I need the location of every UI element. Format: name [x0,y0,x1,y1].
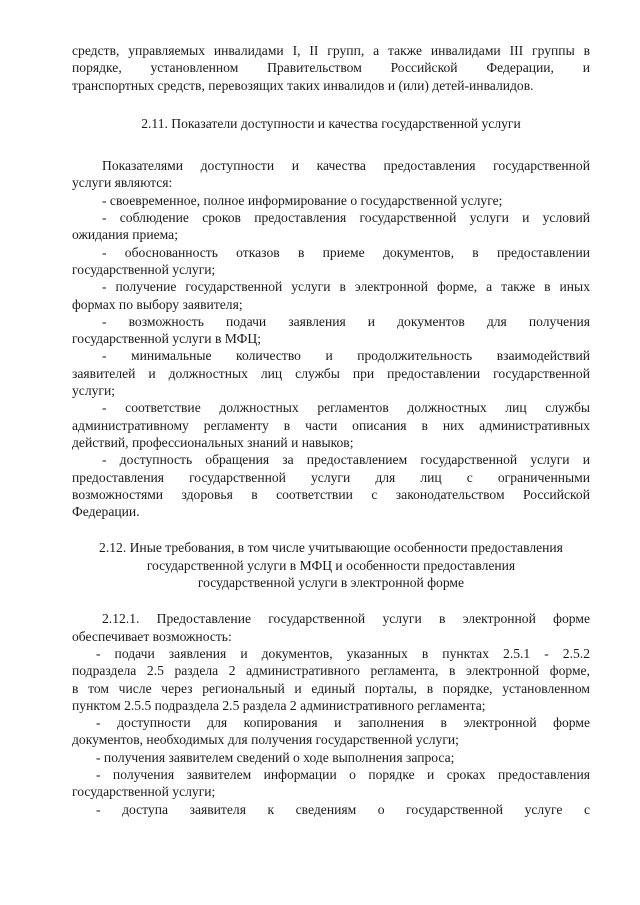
text-line: возможностями здоровья в соответствии с законодательством Российской [72,486,590,502]
text-line: Федерации. [72,504,140,520]
heading-line: 2.12. Иные требования, в том числе учитывающие особенности предоставления [99,540,563,556]
list-item: - подачи заявления и документов, указанных в пунктах 2.5.1 - 2.5.2 [96,645,590,661]
text-line: транспортных средств, перевозящих таких инвалидов и (или) детей-инвалидов. [72,77,534,93]
list-item: - возможность подачи заявления и документов для получения [102,313,590,329]
intro-paragraph [72,42,590,94]
text-line: заявителей и должностных лиц службы при предоставлении государственной [72,365,590,381]
text-line: государственной услуги; [72,261,216,277]
list-item: - доступность обращения за предоставлением государственной услуги и [102,452,590,468]
list-item: - получения заявителем информации о порядке и сроках предоставления [96,766,590,782]
list-item: - соблюдение сроков предоставления государственной услуги и условий [102,210,590,226]
text-line: пунктом 2.5.5 подраздела 2.5 раздела 2 административного регламента; [72,697,486,713]
text-line: обеспечивает возможность: [72,628,232,644]
text-line: услуги; [72,383,116,399]
list-item: - доступности для копирования и заполнения в электронной форме [96,715,590,731]
section-2-11-body [72,157,590,520]
heading-line: государственной услуги в электронной форме [197,575,465,591]
text-line: услуги являются: [72,175,173,191]
heading-line: государственной услуги в МФЦ и особенности предоставления [146,557,516,573]
text-line: ожидания приема; [72,227,178,243]
text-line: в том числе через региональный и единый порталы, в порядке, установленном [72,680,590,696]
list-item: - соответствие должностных регламентов должностных лиц службы [102,400,590,416]
text-line: действий, профессиональных знаний и навыков; [72,434,354,450]
list-item: - доступа заявителя к сведениям о государственной услуге с [96,801,590,817]
section-2-12-body [72,610,590,818]
text-line: документов, необходимых для получения государственной услуги; [72,732,459,748]
section-heading-2-12 [72,539,590,591]
list-item: - обоснованность отказов в приеме документов, в предоставлении [102,244,590,260]
list-item: - получение государственной услуги в электронной форме, а также в иных [102,279,590,295]
text-line: порядке, установленном Правительством Российской Федерации, и [72,60,590,76]
list-item: - получения заявителем сведений о ходе выполнения запроса; [96,749,455,765]
text-line: подраздела 2.5 раздела 2 административного регламента, в электронной форме, [72,663,590,679]
text-line: предоставления государственной услуги для лиц с ограниченными [72,469,590,485]
text-line: 2.12.1. Предоставление государственной услуги в электронной форме [102,611,590,627]
text-line: средств, управляемых инвалидами I, II групп, а также инвалидами III группы в [72,43,590,58]
section-heading-2-11: 2.11. Показатели доступности и качества государственной услуги [141,115,521,131]
text-line: Показателями доступности и качества предоставления государственной [102,158,590,174]
text-line: государственной услуги; [72,784,216,800]
text-line: формах по выбору заявителя; [72,296,243,312]
text-line: государственной услуги в МФЦ; [72,331,261,347]
list-item: - минимальные количество и продолжительность взаимодействий [102,348,590,364]
text-line: административному регламенту в части описания в них административных [72,417,590,433]
list-item: - своевременное, полное информирование о государственной услуге; [102,192,503,208]
